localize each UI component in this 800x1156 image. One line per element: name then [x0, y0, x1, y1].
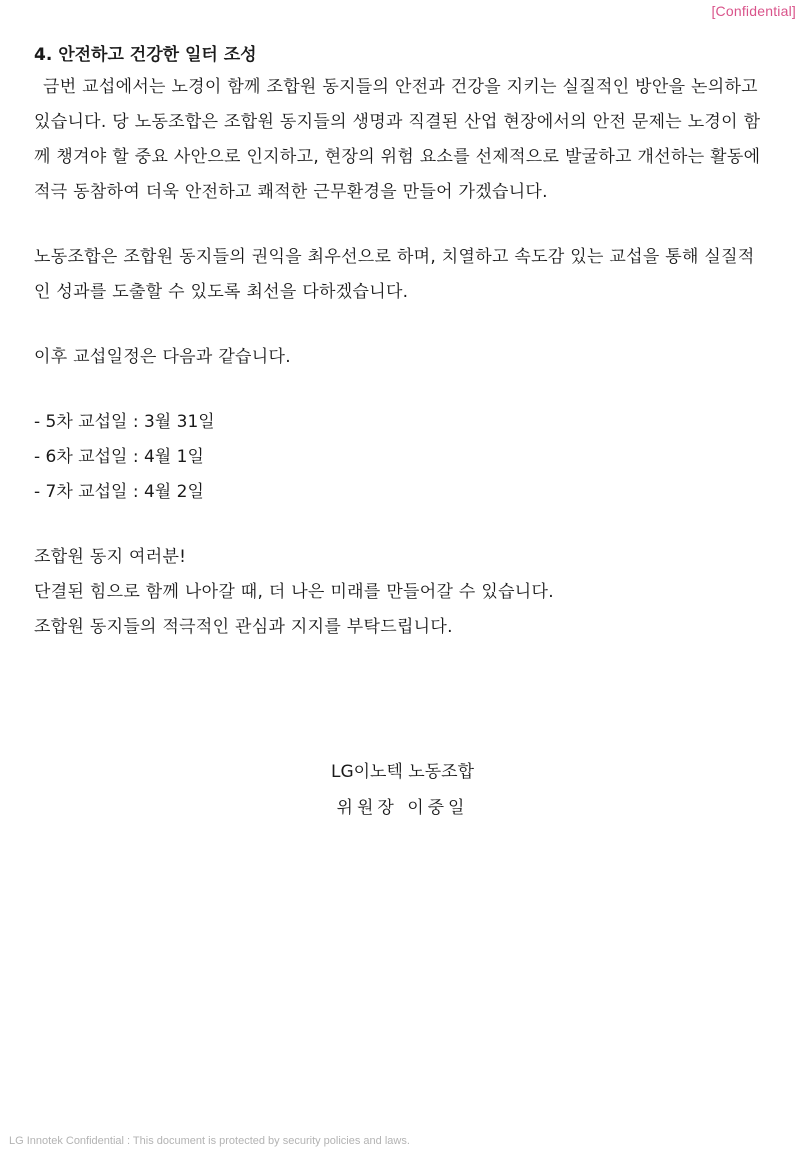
footer-confidential-notice: LG Innotek Confidential : This document is protected by security policies and laws. [9, 1135, 410, 1147]
closing-greeting: 조합원 동지 여러분! [34, 547, 187, 567]
closing-line: 조합원 동지들의 적극적인 관심과 지지를 부탁드립니다. [34, 617, 453, 637]
spacer [34, 510, 764, 540]
spacer [34, 210, 764, 240]
signature-organization: LG이노텍 노동조합 [330, 762, 474, 782]
schedule-item: - 6차 교섭일 : 4월 1일 [34, 447, 204, 467]
safety-paragraph: 금번 교섭에서는 노경이 함께 조합원 동지들의 안전과 건강을 지키는 실질적인 방안을 논의하고 있습니다. 당 노동조합은 조합원 동지들의 생명과 직결된 산업 현장에서의 안전 문제는 노경이 함께 챙겨야 할 중요 사안으로 인지하고, 현장의 위험 요소를 선제적으로 발굴하고 개선하는 활동에 적극 동참하여 더욱 안전하고 쾌적한 근무환경을 만들어 가겠습니다. [34, 77, 761, 202]
closing-line: 단결된 힘으로 함께 나아갈 때, 더 나은 미래를 만들어갈 수 있습니다. [34, 582, 554, 602]
schedule-list [34, 405, 764, 510]
confidential-tag: [Confidential] [711, 3, 796, 19]
section-heading: 4. 안전하고 건강한 일터 조성 [34, 45, 257, 65]
document-body [34, 40, 764, 645]
schedule-intro: 이후 교섭일정은 다음과 같습니다. [34, 347, 291, 367]
signature-chairman: 위원장 이중일 [336, 798, 469, 818]
signature-block [0, 754, 800, 826]
spacer [34, 375, 764, 405]
commitment-paragraph: 노동조합은 조합원 동지들의 권익을 최우선으로 하며, 치열하고 속도감 있는 교섭을 통해 실질적인 성과를 도출할 수 있도록 최선을 다하겠습니다. [34, 247, 755, 302]
schedule-item: - 5차 교섭일 : 3월 31일 [34, 412, 215, 432]
schedule-item: - 7차 교섭일 : 4월 2일 [34, 482, 204, 502]
spacer [34, 310, 764, 340]
